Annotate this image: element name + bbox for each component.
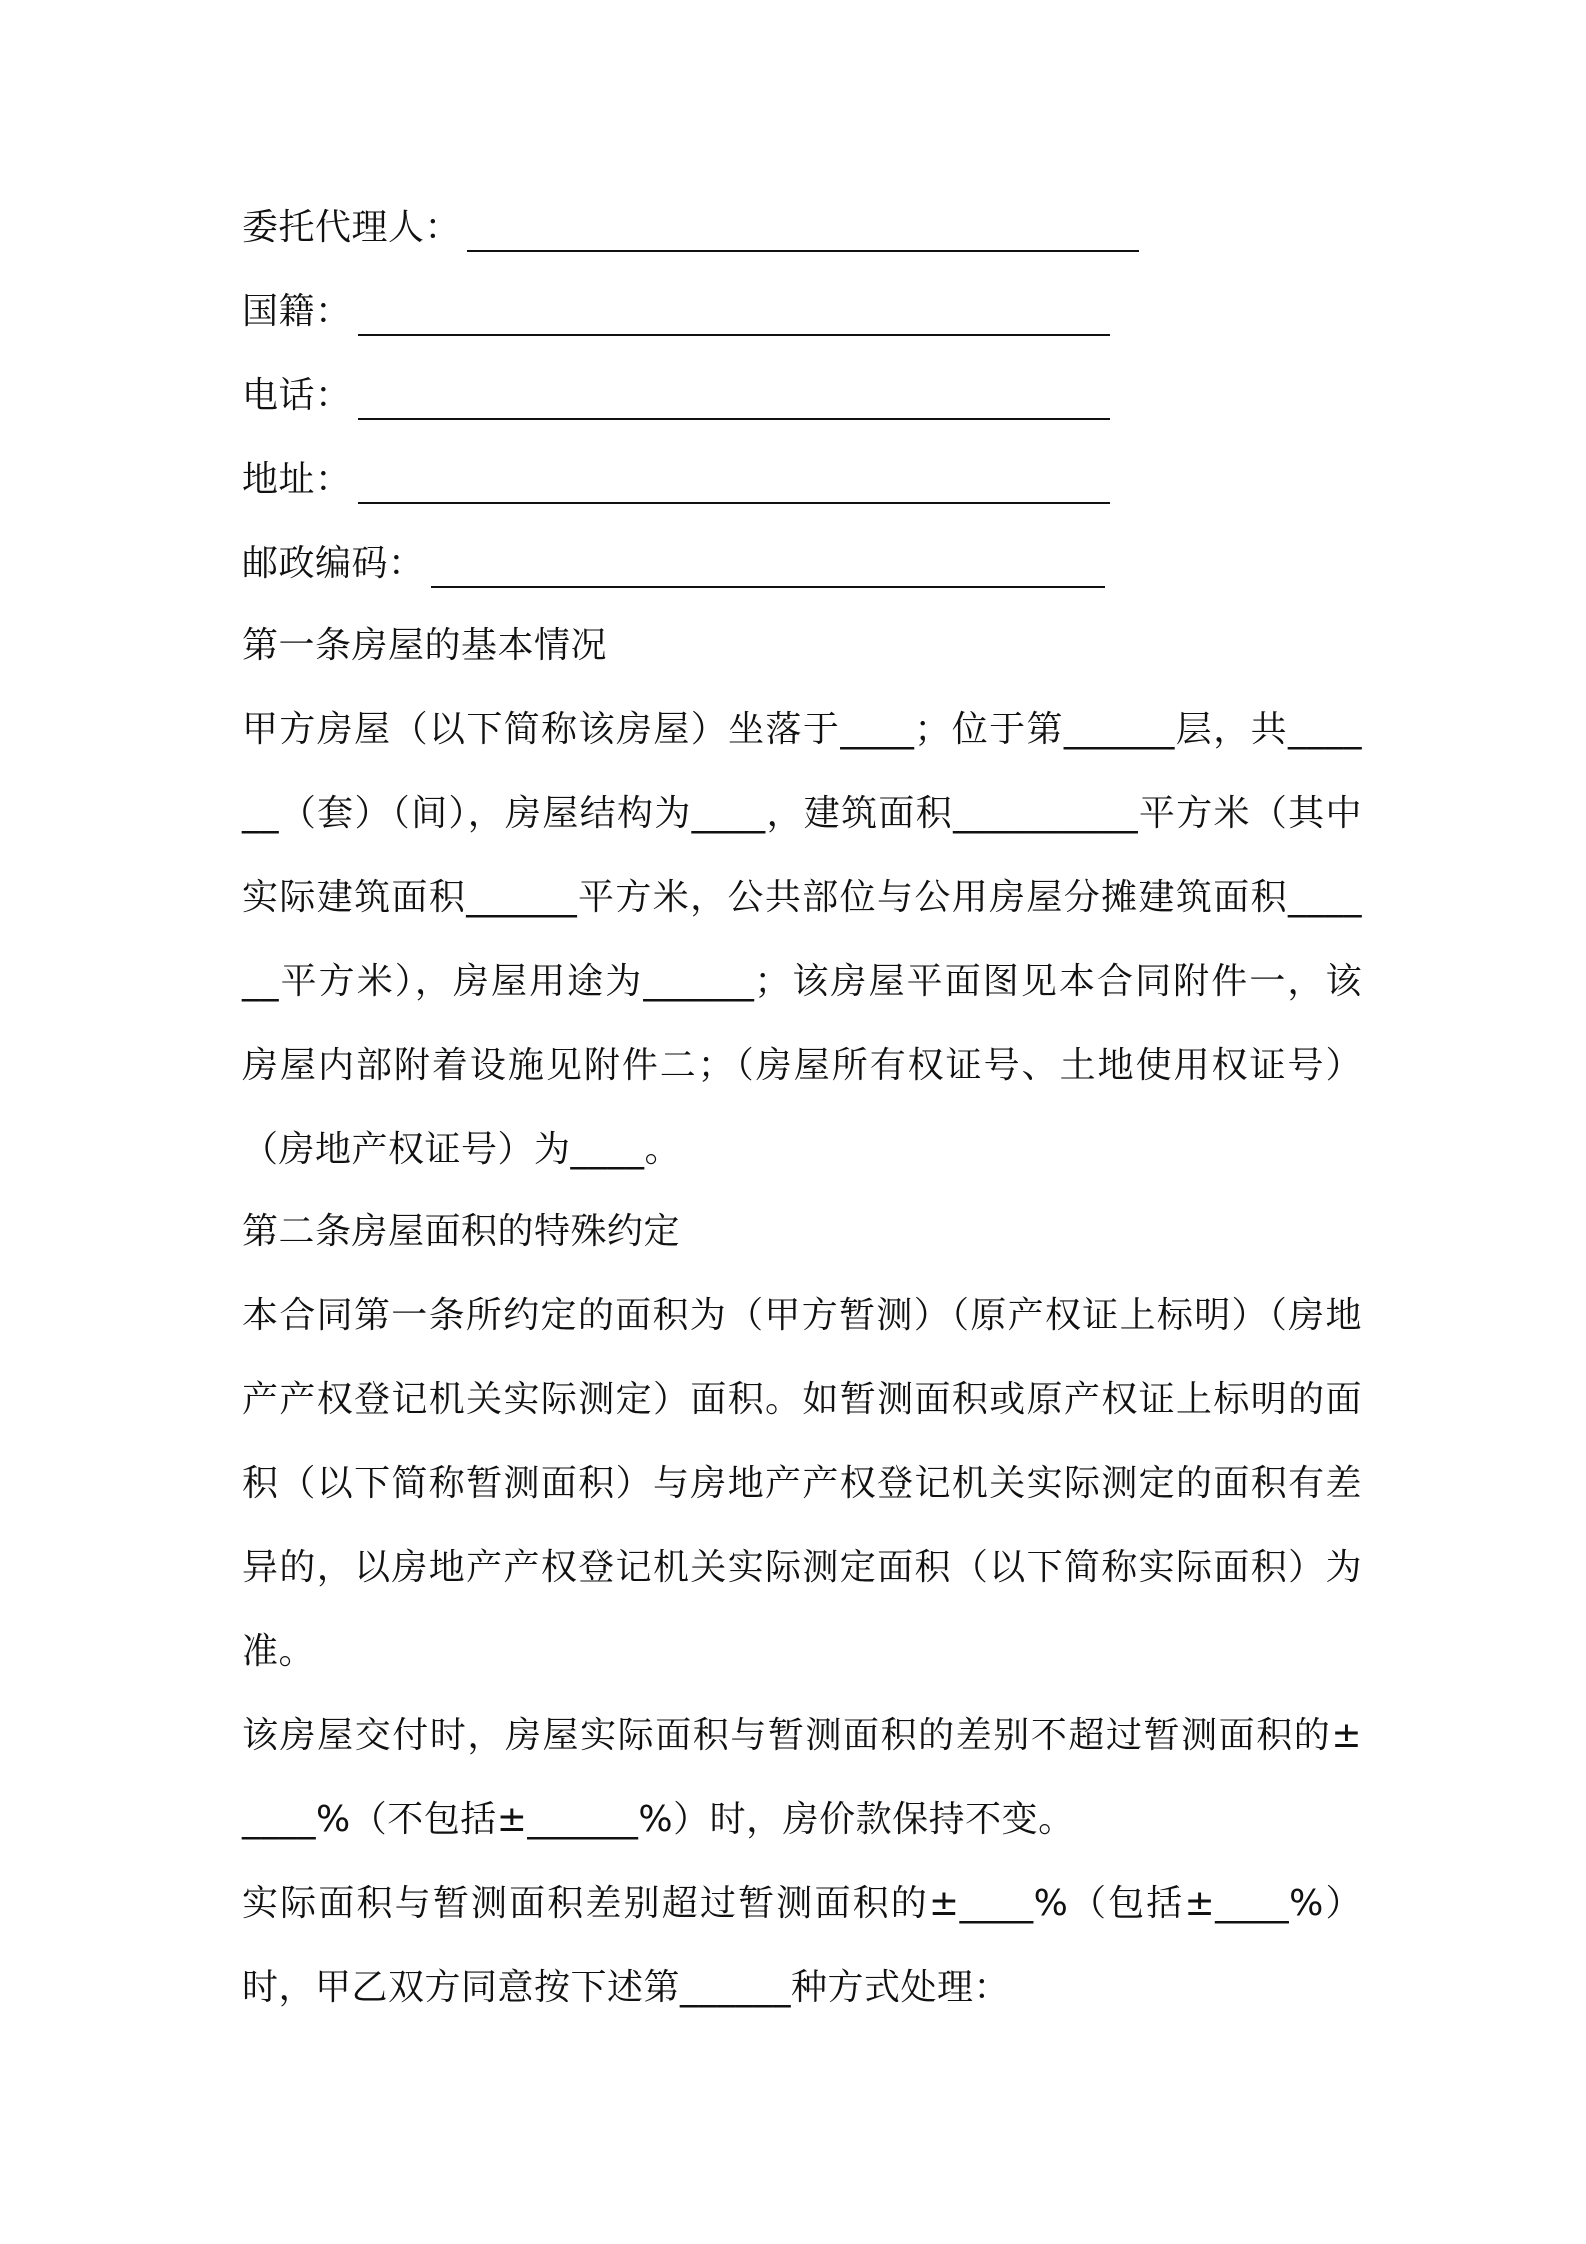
nationality-blank[interactable] <box>358 294 1110 336</box>
phone-label: 电话： <box>242 375 352 416</box>
article1-line-4: __平方米），房屋用途为______；该房屋平面图见本合同附件一，该 <box>242 961 1362 1002</box>
article2-para1-line-1: 本合同第一条所约定的面积为（甲方暂测）（原产权证上标明）（房地 <box>242 1295 1362 1336</box>
phone-blank[interactable] <box>358 378 1110 420</box>
article2-para2-line-2: ____%（不包括±______%）时，房价款保持不变。 <box>242 1799 1075 1840</box>
article2-para1-line-2: 产产权登记机关实际测定）面积。如暂测面积或原产权证上标明的面 <box>242 1379 1362 1420</box>
nationality-field <box>242 288 1362 336</box>
address-blank[interactable] <box>358 462 1110 504</box>
article2-para2-line-1: 该房屋交付时，房屋实际面积与暂测面积的差别不超过暂测面积的± <box>242 1715 1362 1756</box>
article1-heading: 第一条房屋的基本情况 <box>242 625 608 666</box>
article2-para1-line-4: 异的，以房地产产权登记机关实际测定面积（以下简称实际面积）为 <box>242 1547 1362 1588</box>
article1-line-1: 甲方房屋（以下简称该房屋）坐落于____；位于第______层，共____ <box>242 709 1362 750</box>
postcode-field <box>242 540 1362 588</box>
article2-para3-line-2: 时，甲乙双方同意按下述第______种方式处理： <box>242 1967 1011 2008</box>
article2-para1-line-3: 积（以下简称暂测面积）与房地产产权登记机关实际测定的面积有差 <box>242 1463 1362 1504</box>
article1-line-3: 实际建筑面积______平方米，公共部位与公用房屋分摊建筑面积____ <box>242 877 1362 918</box>
article2-heading: 第二条房屋面积的特殊约定 <box>242 1211 681 1252</box>
postcode-blank[interactable] <box>431 546 1105 588</box>
nationality-label: 国籍： <box>242 291 352 332</box>
article2-para3-line-1: 实际面积与暂测面积差别超过暂测面积的±____%（包括±____%） <box>242 1883 1362 1924</box>
phone-field <box>242 372 1362 420</box>
address-field <box>242 456 1362 504</box>
article1-line-6: （房地产权证号）为____。 <box>242 1129 682 1170</box>
postcode-label: 邮政编码： <box>242 543 425 584</box>
article1-line-5: 房屋内部附着设施见附件二；（房屋所有权证号、土地使用权证号） <box>242 1045 1362 1086</box>
article2-para1-line-5: 准。 <box>242 1631 316 1672</box>
address-label: 地址： <box>242 459 352 500</box>
agent-blank[interactable] <box>467 210 1139 252</box>
agent-label: 委托代理人： <box>242 207 462 248</box>
article1-line-2: __（套）（间），房屋结构为____，建筑面积__________平方米（其中 <box>242 793 1362 834</box>
agent-field <box>242 204 1362 252</box>
